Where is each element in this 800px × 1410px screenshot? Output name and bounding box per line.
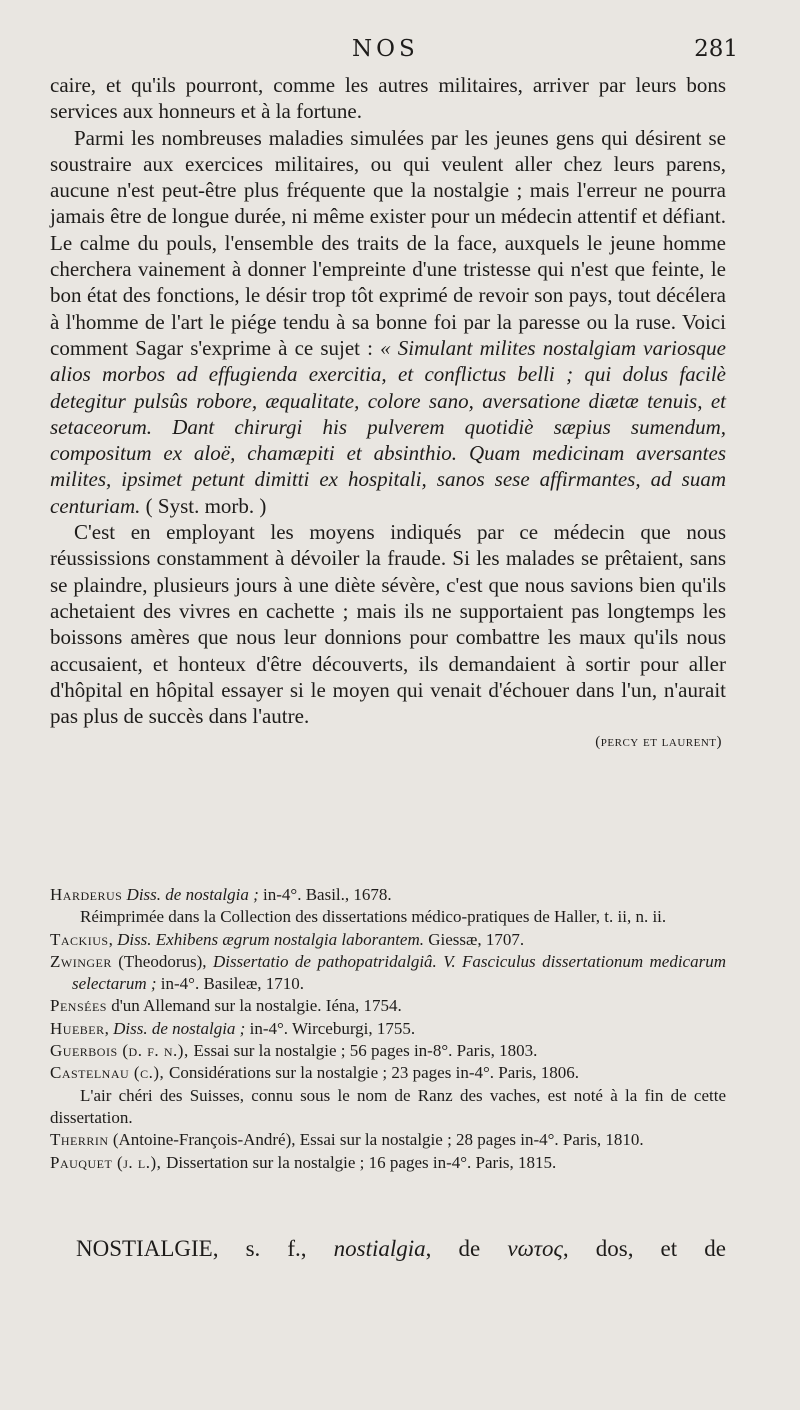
sagar-quote: « Simulant milites nostalgiam variosque alios morbos ad effugienda exercitia, et conflictus belli ; qui dolus facilè detegitur pulsûs robore, æqualitate, colore sano, aversatione diætæ tenuis, et setaceorum. Dant chirurgi his pulverem quotidiè sæpius sumendum, compositum ex aloë, chamæpiti et absinthio. Quam medicinam aversantes milites, ipsimet petunt dimitti ex hospitali, sanos sese affirmantes, ad suam centuriam.: [50, 335, 727, 518]
reference-entry: Hueber, Diss. de nostalgia ; in-4°. Wirceburgi, 1755.: [50, 1018, 416, 1038]
running-header: [0, 36, 800, 66]
intro-paragraph: caire, et qu'ils pourront, comme les autres militaires, arriver par leurs bons services aux honneurs et à la fortune.: [50, 73, 726, 124]
reference-entry: Therrin (Antoine-François-André), Essai sur la nostalgie ; 28 pages in-4°. Paris, 1810.: [50, 1130, 644, 1150]
reference-note: Réimprimée dans la Collection des dissertations médico-pratiques de Haller, t. ii, n. ii.: [80, 907, 667, 927]
next-dictionary-entry: NOSTIALGIE, s. f., nostialgia, de νωτος, dos, et de: [76, 1236, 726, 1261]
author-signature: (percy et laurent): [595, 734, 722, 751]
bibliography: [50, 884, 726, 1174]
entry-headword: NOSTIALGIE: [76, 1236, 213, 1261]
reference-entry: Guerbois (d. f. n.), Essai sur la nostalgie ; 56 pages in-8°. Paris, 1803.: [50, 1041, 538, 1061]
reference-entry: Harderus Diss. de nostalgia ; in-4°. Basil., 1678.: [50, 885, 392, 904]
reference-note: L'air chéri des Suisses, connu sous le nom de Ranz des vaches, est noté à la fin de cette dissertation.: [50, 1085, 726, 1127]
quote-source: ( Syst. morb. ): [145, 493, 267, 518]
page-number: 281: [694, 36, 738, 62]
paragraph-text: C'est en employant les moyens indiqués par ce médecin que nous réussissions constamment à dévoiler la fraude. Si les malades se prêtaient, sans se plaindre, plusieurs jours à une diète sévère, c'est que nous savions bien qu'ils achetaient des vivres en cachette ; mais ils ne supportaient pas longtemps les boissons amères que nous leur donnions pour combattre les maux qu'ils nous accusaient, et honteux d'être découverts, ils demandaient à sortir pour aller d'hôpital en hôpital essayer si le moyen qui venait d'échouer dans l'un, n'aurait pas plus de succès dans l'autre.: [50, 520, 726, 729]
reference-entry: Pauquet (j. l.), Dissertation sur la nostalgie ; 16 pages in-4°. Paris, 1815.: [50, 1152, 557, 1172]
running-title: NOS: [352, 36, 419, 62]
reference-entry: Pensées d'un Allemand sur la nostalgie. Iéna, 1754.: [50, 996, 402, 1016]
main-text: [50, 72, 726, 756]
entry-latin: nostialgia: [333, 1236, 426, 1261]
reference-entry: Tackius, Diss. Exhibens ægrum nostalgia laborantem. Giessæ, 1707.: [50, 929, 525, 949]
paragraph-simulated-diseases: [50, 125, 726, 519]
paragraph-text: Parmi les nombreuses maladies simulées par les jeunes gens qui désirent se soustraire aux exercices militaires, ou qui veulent aller chez leurs parens, aucune n'est peut-être plus fréquente que la nostalgie ; mais l'erreur ne pourra jamais être de longue durée, ni même exister pour un médecin attentif et défiant. Le calme du pouls, l'ensemble des traits de la face, auxquels le jeune homme cherchera vainement à donner l'empreinte d'une tristesse qui n'est que feinte, le bon état des fonctions, le désir trop tôt exprimé de revoir son pays, tout décélera à l'homme de l'art le piége tendu à sa bonne foi par la paresse ou la ruse. Voici comment Sagar s'exprime à ce sujet :: [50, 125, 726, 360]
paragraph-detection: [50, 519, 726, 729]
reference-entry: Castelnau (c.), Considérations sur la nostalgie ; 23 pages in-4°. Paris, 1806.: [50, 1063, 580, 1083]
entry-greek: νωτος: [507, 1236, 563, 1261]
reference-entry: Zwinger (Theodorus), Dissertatio de pathopatridalgiâ. V. Fasciculus dissertationum medicarum selectarum ; in-4°. Basileæ, 1710.: [50, 951, 726, 994]
